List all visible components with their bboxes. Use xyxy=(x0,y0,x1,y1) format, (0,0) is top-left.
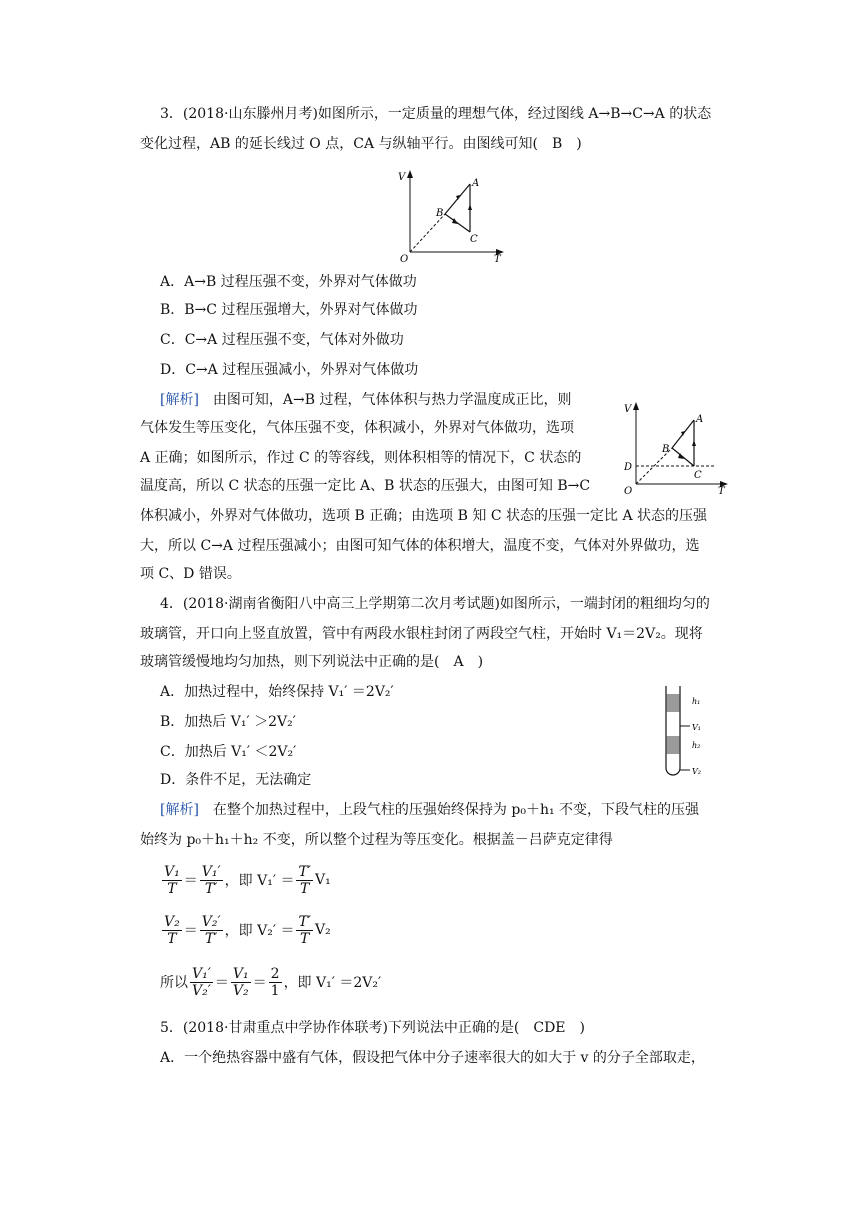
q3-graph-a-label: A xyxy=(472,178,480,189)
q4-tube-v1-label: V₁ xyxy=(692,723,701,732)
fraction: $\frac{T'}{T}$ xyxy=(298,913,311,947)
q4-tube-h2-label: h₂ xyxy=(692,741,701,750)
q4-tube-diagram xyxy=(656,682,716,782)
q3-analysis-line1: [解析] 由图可知，A→B 过程，气体体积与热力学温度成正比，则 xyxy=(160,392,572,408)
fraction: $\frac{2}{1}$ xyxy=(270,965,280,999)
q3-analysis-graph xyxy=(620,398,730,494)
q3-option-d: D．C→A 过程压强减小，外界对气体做功 xyxy=(160,362,419,378)
q3-graph-o-label: O xyxy=(400,254,409,262)
q3-stem-line1: 3．(2018·山东滕州月考)如图所示，一定质量的理想气体，经过图线 A→B→C→A 的状态 xyxy=(160,106,712,122)
q4-equation-1: $\frac{\text{V₁}}{T}$ ＝ $\frac{\text{V₁′}}{T'}$ ，即 V₁′ ＝ $\frac{T'}{T}$ V₁ xyxy=(164,863,331,897)
q3-graph-t-label: T xyxy=(494,254,501,262)
q4-analysis-line1: [解析] 在整个加热过程中，上段气柱的压强始终保持为 p₀＋h₁ 不变，下段气柱的压强 xyxy=(160,802,700,818)
q4-option-d: D．条件不足，无法确定 xyxy=(160,772,312,788)
fraction: $\frac{T'}{T}$ xyxy=(298,863,311,897)
q4-option-a: A．加热过程中，始终保持 V₁′ ＝2V₂′ xyxy=(160,684,394,700)
q5-option-a: A．一个绝热容器中盛有气体，假设把气体中分子速率很大的如大于 v 的分子全部取走， xyxy=(160,1050,705,1066)
q4-tube-v2-label: V₂ xyxy=(692,767,701,776)
q3-vt-graph xyxy=(396,166,508,262)
q3-analysis-line2: 气体发生等压变化，气体压强不变，体积减小，外界对气体做功，选项 xyxy=(140,420,574,436)
q3-analysis-line7: 项 C、D 错误。 xyxy=(140,566,241,582)
fraction: $\frac{\text{V₁′}}{T'}$ xyxy=(201,863,221,897)
q4-stem-line3: 玻璃管缓慢地均匀加热，则下列说法中正确的是( A ) xyxy=(140,654,484,670)
fraction: $\frac{\text{V₁′}}{\text{V₂′}}$ xyxy=(192,965,211,999)
q3-graph-b-label: B xyxy=(436,208,444,219)
q3-analysis-tag: [解析] xyxy=(160,392,199,408)
q3-graph-c-label: C xyxy=(470,234,478,245)
q3-option-b: B．B→C 过程压强增大，外界对气体做功 xyxy=(160,302,418,318)
fraction: $\frac{\text{V₂′}}{T'}$ xyxy=(201,913,221,947)
q3-graph-v-label: V xyxy=(398,172,406,183)
q3-analysis-graph-o-label: O xyxy=(624,486,633,494)
q3-option-a: A．A→B 过程压强不变，外界对气体做功 xyxy=(160,274,417,290)
q4-equation-2: $\frac{\text{V₂}}{T}$ ＝ $\frac{\text{V₂′}}{T'}$ ，即 V₂′ ＝ $\frac{T'}{T}$ V₂ xyxy=(164,913,331,947)
q3-analysis-graph-d-label: D xyxy=(624,462,633,473)
q4-stem-line1: 4．(2018·湖南省衡阳八中高三上学期第二次月考试题)如图所示，一端封闭的粗细均匀的 xyxy=(160,596,710,612)
q3-analysis-line6: 大，所以 C→A 过程压强减小；由图可知气体的体积增大，温度不变，气体对外界做功，选 xyxy=(140,538,700,554)
q4-analysis-tag: [解析] xyxy=(160,802,199,818)
q3-analysis-graph-b-label: B xyxy=(662,444,670,455)
q4-option-c: C．加热后 V₁′ ＜2V₂′ xyxy=(160,744,297,760)
fraction: $\frac{\text{V₁}}{T}$ xyxy=(164,863,180,897)
q3-analysis-graph-t-label: T xyxy=(718,486,725,494)
q4-equation-3: 所以 $\frac{\text{V₁′}}{\text{V₂′}}$ ＝ $\frac{\text{V₁}}{\text{V₂}}$ ＝ $\frac{2}{1}$ ，即 V₁′ ＝2V₂′ xyxy=(160,965,382,999)
q4-stem-line2: 玻璃管，开口向上竖直放置，管中有两段水银柱封闭了两段空气柱，开始时 V₁＝2V₂。现将 xyxy=(140,626,703,642)
q3-analysis-line5: 体积减小，外界对气体做功，选项 B 正确；由选项 B 知 C 状态的压强一定比 A 状态的压强 xyxy=(140,508,707,524)
q3-option-c: C．C→A 过程压强不变，气体对外做功 xyxy=(160,332,404,348)
q5-stem: 5．(2018·甘肃重点中学协作体联考)下列说法中正确的是( CDE ) xyxy=(160,1020,585,1036)
q4-analysis-line2: 始终为 p₀＋h₁＋h₂ 不变，所以整个过程为等压变化。根据盖－吕萨克定律得 xyxy=(140,832,613,848)
q3-analysis-graph-c-label: C xyxy=(694,470,702,481)
q3-analysis-graph-v-label: V xyxy=(624,404,632,415)
q4-tube-h1-label: h₁ xyxy=(692,697,701,706)
q3-stem-line2: 变化过程，AB 的延长线过 O 点，CA 与纵轴平行。由图线可知( B ) xyxy=(140,136,582,152)
q4-option-b: B．加热后 V₁′ ＞2V₂′ xyxy=(160,714,296,730)
q3-analysis-graph-a-label: A xyxy=(696,414,704,425)
fraction: $\frac{\text{V₁}}{\text{V₂}}$ xyxy=(232,965,249,999)
fraction: $\frac{\text{V₂}}{T}$ xyxy=(164,913,180,947)
q3-analysis-line4: 温度高，所以 C 状态的压强一定比 A、B 状态的压强大，由图可知 B→C xyxy=(140,478,591,494)
q3-analysis-line3: A 正确；如图所示，作过 C 的等容线，则体积相等的情况下，C 状态的 xyxy=(140,450,582,466)
